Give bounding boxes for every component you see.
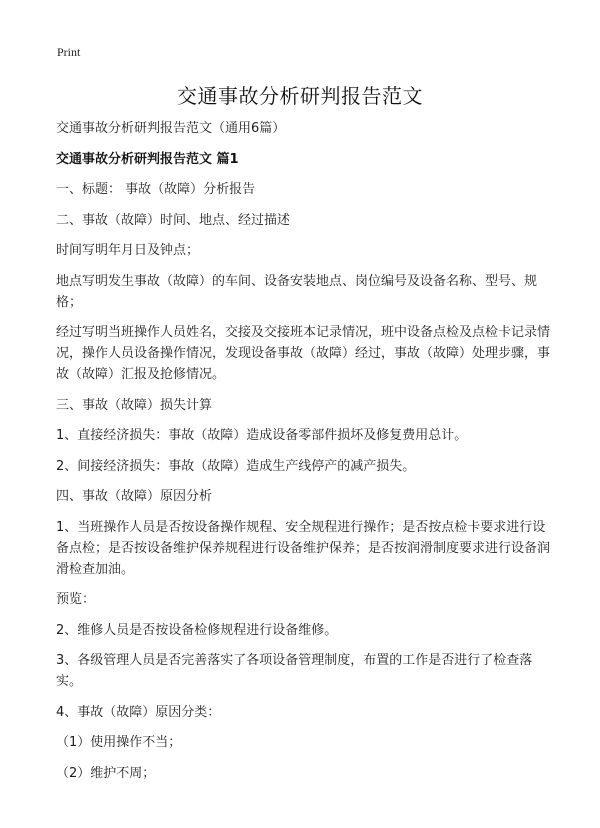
paragraph: 经过写明当班操作人员姓名，交接及交接班本记录情况，班中设备点检及点检卡记录情况，操作人员设备操作情况，发现设备事故（故障）经过，事故（故障）处理步骤，事故（故障）汇报及抢修情况。 [56,325,551,382]
document-title: 交通事故分析研判报告范文 [177,84,423,108]
paragraph: 时间写明年月日及钟点； [56,243,200,258]
paragraph: 地点写明发生事故（故障）的车间、设备安装地点、岗位编号及设备名称、型号、规格； [56,273,538,310]
paragraph: 三、事故（故障）损失计算 [56,397,213,413]
paragraph: 2、间接经济损失：事故（故障）造成生产线停产的减产损失。 [56,458,416,474]
paragraph: 2、维修人员是否按设备检修规程进行设备维修。 [56,622,338,638]
paragraph: 二、事故（故障）时间、地点、经过描述 [56,212,291,228]
paragraph: 1、当班操作人员是否按设备操作规程、安全规程进行操作；是否按点检卡要求进行设备点检；是否按设备维护保养规程进行设备维护保养；是否按润滑制度要求进行设备润滑检查加油。 [56,519,551,577]
paragraph: 1、直接经济损失：事故（故障）造成设备零部件损坏及修复费用总计。 [56,428,468,443]
paragraph: 4、事故（故障）原因分类： [56,704,221,720]
document-body [56,118,552,793]
section-heading: 交通事故分析研判报告范文 篇1 [56,151,239,167]
paragraph: （2）维护不周； [56,765,156,781]
paragraph: 四、事故（故障）原因分析 [56,489,213,504]
paragraph: 一、标题： 事故（故障）分析报告 [56,182,256,197]
paragraph: 3、各级管理人员是否完善落实了各项设备管理制度，布置的工作是否进行了检查落实。 [56,653,533,689]
subtitle-paragraph: 交通事故分析研判报告范文（通用6篇） [56,121,286,136]
print-link[interactable]: Print [57,45,81,59]
paragraph: （1）使用操作不当； [56,735,182,750]
paragraph: 预览： [56,592,96,607]
